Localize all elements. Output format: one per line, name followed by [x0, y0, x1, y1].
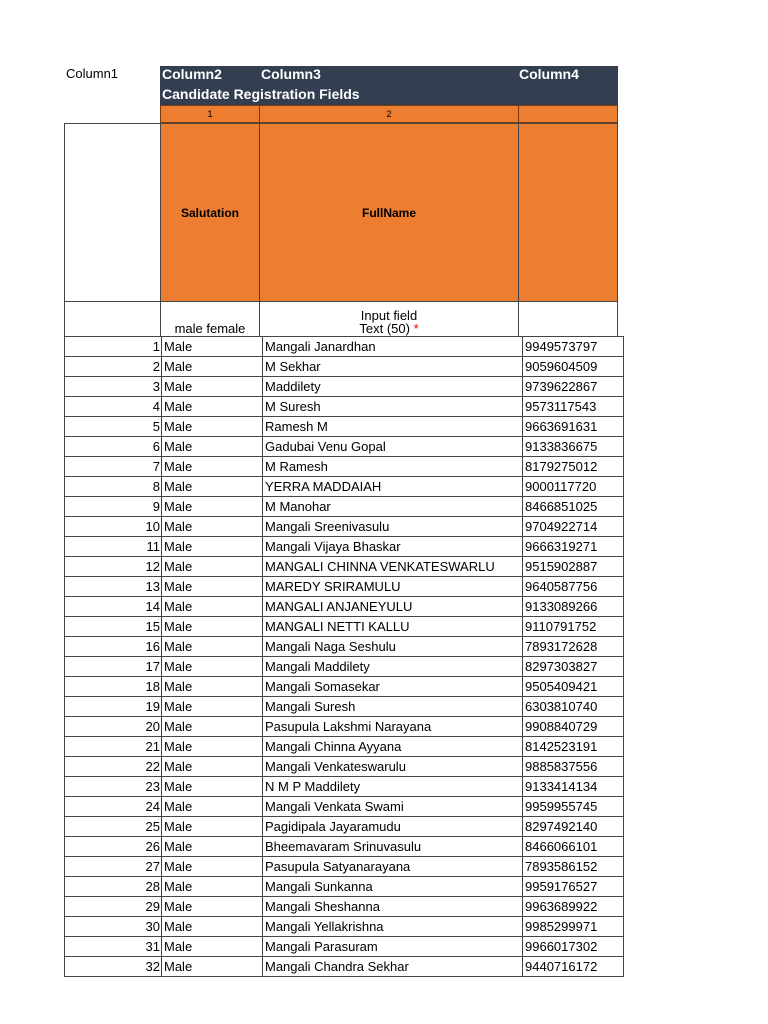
- phone-cell[interactable]: 9885837556: [523, 757, 624, 777]
- table-row: [65, 717, 624, 737]
- table-row: [65, 897, 624, 917]
- phone-cell[interactable]: 9666319271: [523, 537, 624, 557]
- table-row: [65, 877, 624, 897]
- table-row: [65, 657, 624, 677]
- phone-cell[interactable]: 9959176527: [523, 877, 624, 897]
- salutation-cell[interactable]: Male: [162, 897, 263, 917]
- table-row: [65, 637, 624, 657]
- phone-cell[interactable]: 9663691631: [523, 417, 624, 437]
- table-row: [65, 357, 624, 377]
- table-row: [65, 837, 624, 857]
- salutation-cell[interactable]: Male: [162, 517, 263, 537]
- fullname-cell[interactable]: MANGALI NETTI KALLU: [263, 617, 523, 637]
- column3-header: Column3: [261, 66, 321, 82]
- fullname-cell[interactable]: Maddilety: [263, 377, 523, 397]
- fullname-cell[interactable]: Mangali Sheshanna: [263, 897, 523, 917]
- table-row: [65, 537, 624, 557]
- salutation-cell[interactable]: Male: [162, 737, 263, 757]
- phone-cell[interactable]: 6303810740: [523, 697, 624, 717]
- table-row: [65, 417, 624, 437]
- fullname-cell[interactable]: Pasupula Satyanarayana: [263, 857, 523, 877]
- fullname-cell[interactable]: M Ramesh: [263, 457, 523, 477]
- phone-cell[interactable]: 9640587756: [523, 577, 624, 597]
- salutation-cell[interactable]: Male: [162, 457, 263, 477]
- fullname-cell[interactable]: Ramesh M: [263, 417, 523, 437]
- row-number[interactable]: 9: [65, 497, 162, 517]
- row-number[interactable]: 1: [65, 337, 162, 357]
- row-number[interactable]: 31: [65, 937, 162, 957]
- fullname-cell[interactable]: Mangali Sreenivasulu: [263, 517, 523, 537]
- row-number[interactable]: 11: [65, 537, 162, 557]
- fullname-cell[interactable]: Mangali Venkata Swami: [263, 797, 523, 817]
- fullname-cell[interactable]: MANGALI CHINNA VENKATESWARLU: [263, 557, 523, 577]
- table-row: [65, 597, 624, 617]
- salutation-cell[interactable]: Male: [162, 597, 263, 617]
- row-number[interactable]: 10: [65, 517, 162, 537]
- table-row: [65, 697, 624, 717]
- phone-cell[interactable]: 8466851025: [523, 497, 624, 517]
- fullname-cell[interactable]: Pagidipala Jayaramudu: [263, 817, 523, 837]
- salutation-cell[interactable]: Male: [162, 917, 263, 937]
- required-asterisk: *: [413, 321, 419, 336]
- column-number-1: 1: [160, 105, 260, 123]
- salutation-cell[interactable]: Male: [162, 377, 263, 397]
- row-number[interactable]: 4: [65, 397, 162, 417]
- fullname-header-label: FullName: [361, 205, 416, 220]
- phone-cell[interactable]: 9110791752: [523, 617, 624, 637]
- header-empty-cell: [64, 123, 161, 302]
- row-number[interactable]: 32: [65, 957, 162, 977]
- fullname-description: [259, 301, 519, 337]
- salutation-cell[interactable]: Male: [162, 557, 263, 577]
- phone-cell[interactable]: 8297303827: [523, 657, 624, 677]
- candidate-table: [64, 336, 624, 977]
- fullname-cell[interactable]: Mangali Chinna Ayyana: [263, 737, 523, 757]
- salutation-cell[interactable]: Male: [162, 437, 263, 457]
- salutation-cell[interactable]: Male: [162, 717, 263, 737]
- phone-cell[interactable]: 9515902887: [523, 557, 624, 577]
- row-number[interactable]: 28: [65, 877, 162, 897]
- phone-cell[interactable]: 9133836675: [523, 437, 624, 457]
- table-row: [65, 857, 624, 877]
- phone-cell[interactable]: 9966017302: [523, 937, 624, 957]
- salutation-cell[interactable]: Male: [162, 837, 263, 857]
- fullname-cell[interactable]: Mangali Vijaya Bhaskar: [263, 537, 523, 557]
- salutation-cell[interactable]: Male: [162, 677, 263, 697]
- salutation-cell[interactable]: Male: [162, 757, 263, 777]
- phone-cell[interactable]: 9959955745: [523, 797, 624, 817]
- table-row: [65, 437, 624, 457]
- salutation-cell[interactable]: Male: [162, 577, 263, 597]
- phone-cell[interactable]: 8466066101: [523, 837, 624, 857]
- fullname-cell[interactable]: N M P Maddilety: [263, 777, 523, 797]
- salutation-cell[interactable]: Male: [162, 937, 263, 957]
- fullname-cell[interactable]: YERRA MADDAIAH: [263, 477, 523, 497]
- salutation-cell[interactable]: Male: [162, 417, 263, 437]
- fullname-cell[interactable]: Mangali Janardhan: [263, 337, 523, 357]
- row-number[interactable]: 8: [65, 477, 162, 497]
- row-number[interactable]: 17: [65, 657, 162, 677]
- salutation-cell[interactable]: Male: [162, 617, 263, 637]
- fullname-cell[interactable]: MANGALI ANJANEYULU: [263, 597, 523, 617]
- row-number[interactable]: 15: [65, 617, 162, 637]
- salutation-cell[interactable]: Male: [162, 817, 263, 837]
- row-number[interactable]: 7: [65, 457, 162, 477]
- phone-cell[interactable]: 8142523191: [523, 737, 624, 757]
- salutation-cell[interactable]: Male: [162, 477, 263, 497]
- fullname-cell[interactable]: Pasupula Lakshmi Narayana: [263, 717, 523, 737]
- table-row: [65, 797, 624, 817]
- row-number[interactable]: 27: [65, 857, 162, 877]
- row-number[interactable]: 18: [65, 677, 162, 697]
- salutation-header: [160, 123, 260, 302]
- phone-cell[interactable]: 7893172628: [523, 637, 624, 657]
- column1-header: Column1: [66, 66, 119, 81]
- column-number-2: 2: [259, 105, 519, 123]
- salutation-cell[interactable]: Male: [162, 337, 263, 357]
- row-number[interactable]: 14: [65, 597, 162, 617]
- column4-header: Column4: [519, 66, 579, 82]
- fullname-cell[interactable]: Mangali Suresh: [263, 697, 523, 717]
- row-number[interactable]: 21: [65, 737, 162, 757]
- fullname-header: [259, 123, 519, 302]
- table-row: [65, 457, 624, 477]
- table-row: [65, 557, 624, 577]
- row-number[interactable]: 29: [65, 897, 162, 917]
- fullname-cell[interactable]: Mangali Sunkanna: [263, 877, 523, 897]
- salutation-cell[interactable]: Male: [162, 697, 263, 717]
- row-number[interactable]: 6: [65, 437, 162, 457]
- phone-cell[interactable]: 9133089266: [523, 597, 624, 617]
- table-row: [65, 377, 624, 397]
- table-row: [65, 337, 624, 357]
- phone-cell[interactable]: 9739622867: [523, 377, 624, 397]
- salutation-cell[interactable]: Male: [162, 777, 263, 797]
- table-row: [65, 617, 624, 637]
- row-number[interactable]: 23: [65, 777, 162, 797]
- fullname-cell[interactable]: M Suresh: [263, 397, 523, 417]
- phone-cell[interactable]: 9704922714: [523, 517, 624, 537]
- column4-header-cell: [518, 123, 618, 302]
- column4-description: [518, 301, 618, 337]
- description-empty-cell: [64, 301, 161, 337]
- fullname-cell[interactable]: M Sekhar: [263, 357, 523, 377]
- phone-cell[interactable]: 9000117720: [523, 477, 624, 497]
- column2-header: Column2: [162, 66, 222, 82]
- column-number-3: [518, 105, 618, 123]
- table-row: [65, 957, 624, 977]
- salutation-cell[interactable]: Male: [162, 497, 263, 517]
- row-number[interactable]: 30: [65, 917, 162, 937]
- salutation-cell[interactable]: Male: [162, 877, 263, 897]
- table-row: [65, 917, 624, 937]
- salutation-options: male female: [174, 321, 246, 336]
- phone-cell[interactable]: 9985299971: [523, 917, 624, 937]
- fullname-cell[interactable]: Mangali Yellakrishna: [263, 917, 523, 937]
- table-row: [65, 777, 624, 797]
- phone-cell[interactable]: 9963689922: [523, 897, 624, 917]
- phone-cell[interactable]: 9059604509: [523, 357, 624, 377]
- row-number[interactable]: 25: [65, 817, 162, 837]
- candidate-table-body: [65, 337, 624, 977]
- phone-cell[interactable]: 9573117543: [523, 397, 624, 417]
- salutation-header-label: Salutation: [180, 205, 239, 220]
- fullname-cell[interactable]: Mangali Maddilety: [263, 657, 523, 677]
- row-number[interactable]: 16: [65, 637, 162, 657]
- salutation-cell[interactable]: Male: [162, 357, 263, 377]
- table-row: [65, 937, 624, 957]
- table-row: [65, 737, 624, 757]
- table-row: [65, 497, 624, 517]
- header-banner: [160, 66, 618, 105]
- table-row: [65, 397, 624, 417]
- salutation-description: [160, 301, 260, 337]
- row-number[interactable]: 2: [65, 357, 162, 377]
- fullname-cell[interactable]: Mangali Somasekar: [263, 677, 523, 697]
- table-row: [65, 757, 624, 777]
- salutation-cell[interactable]: Male: [162, 637, 263, 657]
- salutation-cell[interactable]: Male: [162, 797, 263, 817]
- phone-cell[interactable]: 9908840729: [523, 717, 624, 737]
- row-number[interactable]: 19: [65, 697, 162, 717]
- fullname-cell[interactable]: Bheemavaram Srinuvasulu: [263, 837, 523, 857]
- salutation-cell[interactable]: Male: [162, 957, 263, 977]
- row-number[interactable]: 22: [65, 757, 162, 777]
- fullname-field-length: Text (50): [359, 321, 410, 336]
- row-number[interactable]: 13: [65, 577, 162, 597]
- fullname-field-type: Input field: [360, 308, 418, 323]
- phone-cell[interactable]: 9505409421: [523, 677, 624, 697]
- fullname-cell[interactable]: M Manohar: [263, 497, 523, 517]
- phone-cell[interactable]: 7893586152: [523, 857, 624, 877]
- fullname-cell[interactable]: Mangali Venkateswarulu: [263, 757, 523, 777]
- salutation-cell[interactable]: Male: [162, 657, 263, 677]
- salutation-cell[interactable]: Male: [162, 397, 263, 417]
- salutation-cell[interactable]: Male: [162, 537, 263, 557]
- row-number[interactable]: 12: [65, 557, 162, 577]
- table-row: [65, 817, 624, 837]
- fullname-cell[interactable]: Gadubai Venu Gopal: [263, 437, 523, 457]
- row-number[interactable]: 24: [65, 797, 162, 817]
- row-number[interactable]: 26: [65, 837, 162, 857]
- row-number[interactable]: 3: [65, 377, 162, 397]
- table-row: [65, 677, 624, 697]
- phone-cell[interactable]: 9949573797: [523, 337, 624, 357]
- fullname-cell[interactable]: Mangali Parasuram: [263, 937, 523, 957]
- row-number[interactable]: 20: [65, 717, 162, 737]
- salutation-cell[interactable]: Male: [162, 857, 263, 877]
- table-row: [65, 477, 624, 497]
- fullname-cell[interactable]: Mangali Naga Seshulu: [263, 637, 523, 657]
- banner-title: Candidate Registration Fields: [162, 86, 360, 102]
- table-row: [65, 577, 624, 597]
- phone-cell[interactable]: 9133414134: [523, 777, 624, 797]
- table-row: [65, 517, 624, 537]
- phone-cell[interactable]: 8297492140: [523, 817, 624, 837]
- fullname-cell[interactable]: Mangali Chandra Sekhar: [263, 957, 523, 977]
- phone-cell[interactable]: 9440716172: [523, 957, 624, 977]
- phone-cell[interactable]: 8179275012: [523, 457, 624, 477]
- row-number[interactable]: 5: [65, 417, 162, 437]
- fullname-cell[interactable]: MAREDY SRIRAMULU: [263, 577, 523, 597]
